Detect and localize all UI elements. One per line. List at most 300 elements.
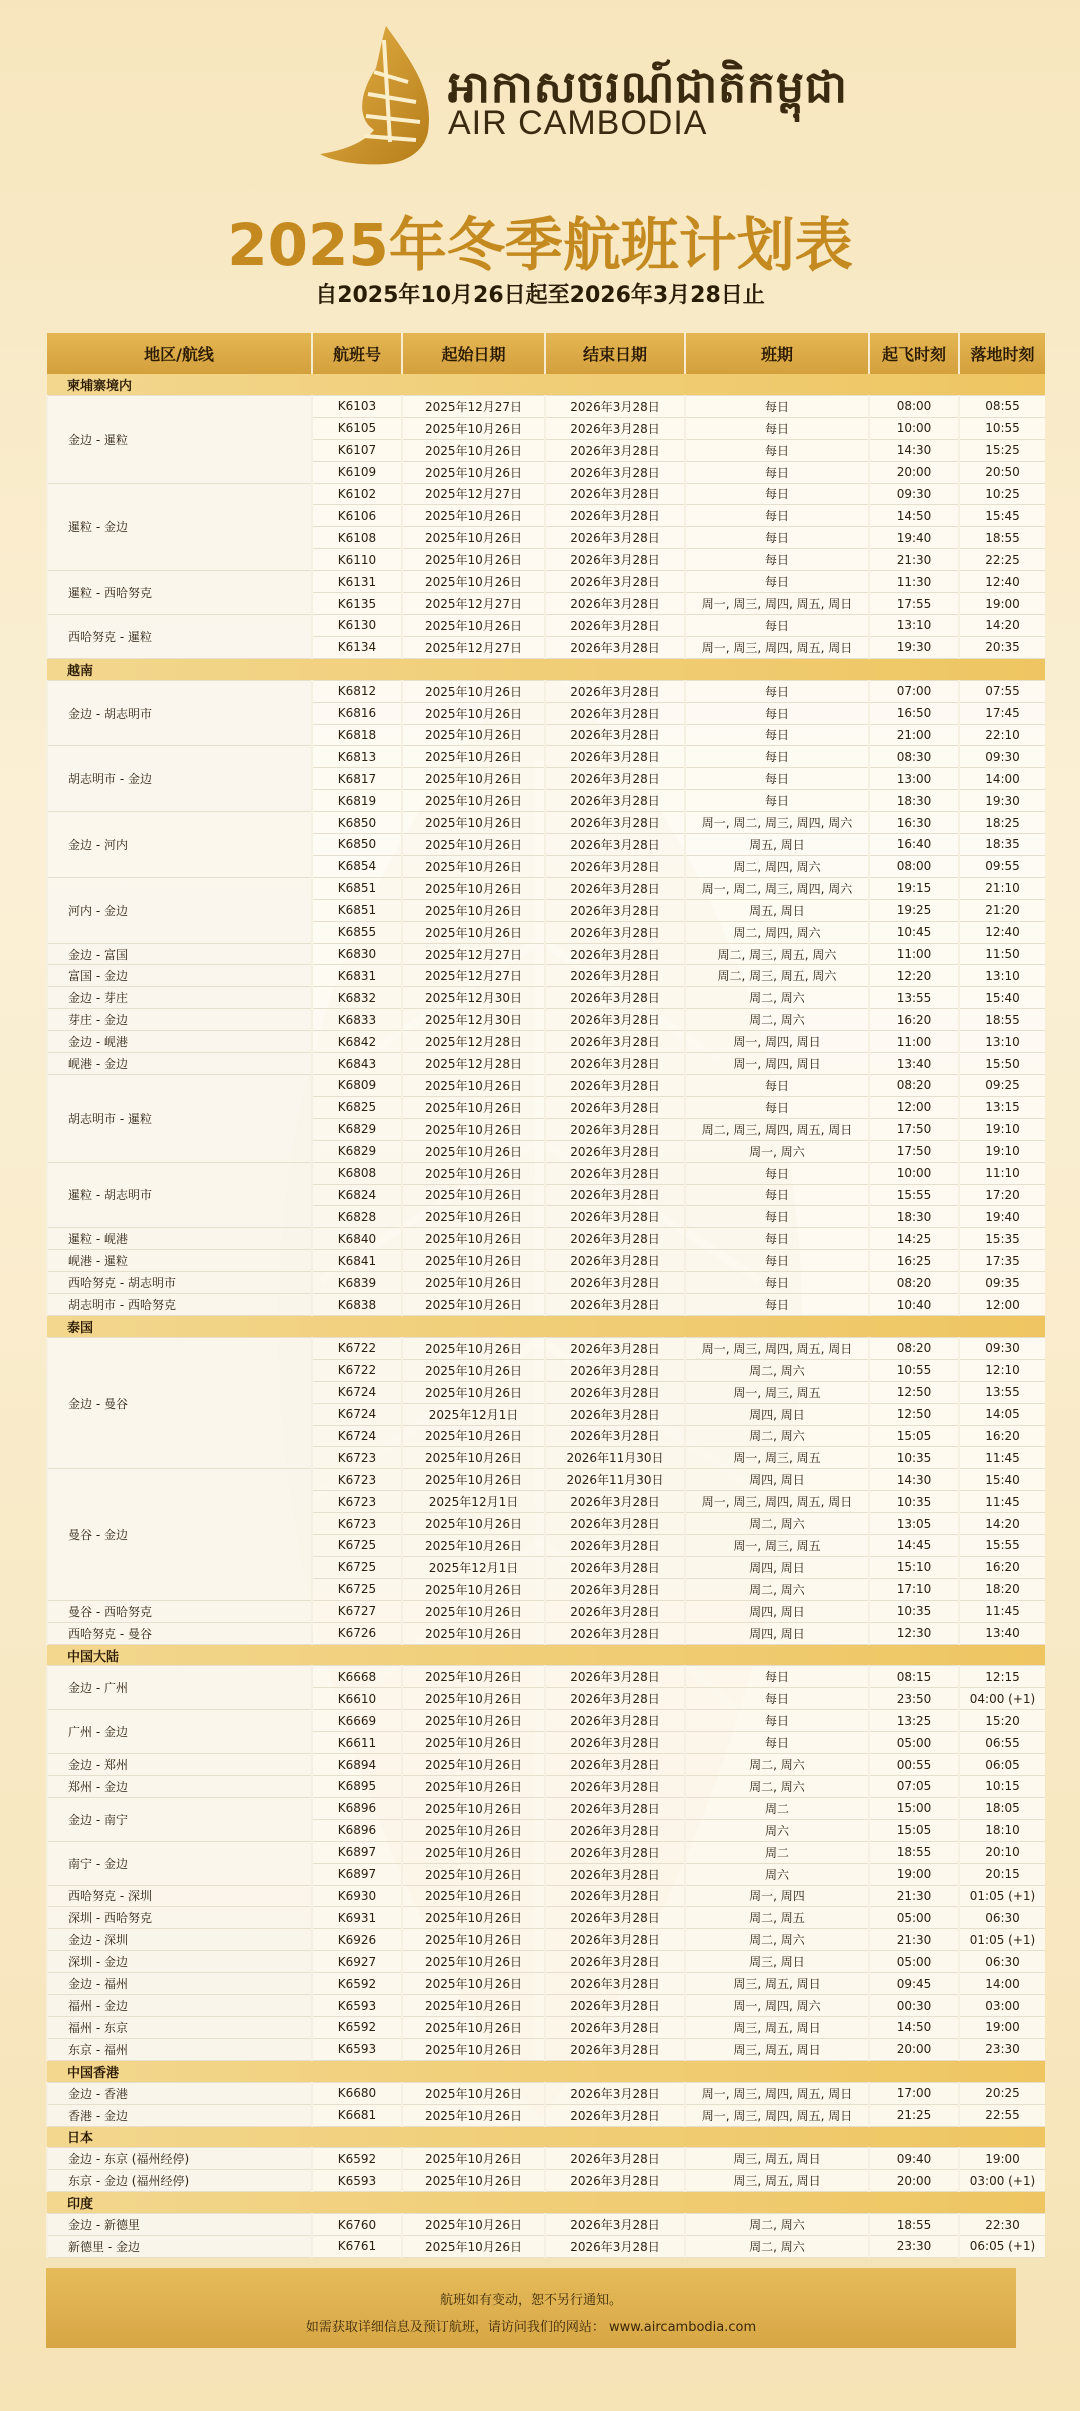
end-date-cell: 2026年3月28日 <box>545 702 685 724</box>
arrival-time-cell: 17:20 <box>959 1184 1045 1206</box>
start-date-cell: 2025年10月26日 <box>402 1797 545 1819</box>
end-date-cell: 2026年3月28日 <box>545 943 685 965</box>
route-cell: 金边 - 郑州 <box>47 1754 312 1776</box>
departure-time-cell: 18:55 <box>869 2214 959 2236</box>
arrival-time-cell: 18:20 <box>959 1578 1045 1600</box>
route-cell: 香港 - 金边 <box>47 2104 312 2126</box>
arrival-time-cell: 15:25 <box>959 439 1045 461</box>
end-date-cell: 2026年3月28日 <box>545 1403 685 1425</box>
header <box>0 0 1080 330</box>
table-row <box>47 1250 1045 1272</box>
arrival-time-cell: 10:55 <box>959 417 1045 439</box>
departure-time-cell: 08:20 <box>869 1075 959 1097</box>
days-cell: 周一, 周三, 周五 <box>685 1535 869 1557</box>
flight-number-cell: K6725 <box>312 1556 402 1578</box>
departure-time-cell: 05:00 <box>869 1732 959 1754</box>
start-date-cell: 2025年10月26日 <box>402 1359 545 1381</box>
start-date-cell: 2025年12月1日 <box>402 1403 545 1425</box>
flight-number-cell: K6897 <box>312 1863 402 1885</box>
flight-number-cell: K6134 <box>312 636 402 658</box>
end-date-cell: 2026年3月28日 <box>545 1907 685 1929</box>
end-date-cell: 2026年3月28日 <box>545 965 685 987</box>
table-row <box>47 1053 1045 1075</box>
section-title: 印度 <box>47 2192 1045 2214</box>
start-date-cell: 2025年10月26日 <box>402 527 545 549</box>
end-date-cell: 2026年11月30日 <box>545 1469 685 1491</box>
section-title: 柬埔寨境内 <box>47 374 1045 395</box>
flight-number-cell: K6838 <box>312 1294 402 1316</box>
end-date-cell: 2026年3月28日 <box>545 2236 685 2258</box>
route-cell: 暹粒 - 岘港 <box>47 1228 312 1250</box>
arrival-time-cell: 18:25 <box>959 812 1045 834</box>
days-cell: 每日 <box>685 439 869 461</box>
days-cell: 周二, 周六 <box>685 1929 869 1951</box>
arrival-time-cell: 20:25 <box>959 2082 1045 2104</box>
end-date-cell: 2026年3月28日 <box>545 987 685 1009</box>
end-date-cell: 2026年3月28日 <box>545 1885 685 1907</box>
departure-time-cell: 13:10 <box>869 614 959 636</box>
arrival-time-cell: 14:00 <box>959 768 1045 790</box>
start-date-cell: 2025年10月26日 <box>402 2082 545 2104</box>
start-date-cell: 2025年10月26日 <box>402 834 545 856</box>
table-row <box>47 2082 1045 2104</box>
departure-time-cell: 09:40 <box>869 2148 959 2170</box>
start-date-cell: 2025年10月26日 <box>402 549 545 571</box>
departure-time-cell: 16:25 <box>869 1250 959 1272</box>
section-title: 日本 <box>47 2126 1045 2148</box>
flight-number-cell: K6610 <box>312 1688 402 1710</box>
end-date-cell: 2026年3月28日 <box>545 790 685 812</box>
days-cell: 每日 <box>685 527 869 549</box>
days-cell: 周六 <box>685 1863 869 1885</box>
table-row <box>47 2170 1045 2192</box>
days-cell: 每日 <box>685 724 869 746</box>
flight-number-cell: K6831 <box>312 965 402 987</box>
departure-time-cell: 08:00 <box>869 855 959 877</box>
route-cell: 芽庄 - 金边 <box>47 1009 312 1031</box>
days-cell: 周四, 周日 <box>685 1600 869 1622</box>
end-date-cell: 2026年3月28日 <box>545 1710 685 1732</box>
section-header-row <box>47 1315 1045 1337</box>
route-cell: 金边 - 富国 <box>47 943 312 965</box>
flight-number-cell: K6130 <box>312 614 402 636</box>
start-date-cell: 2025年10月26日 <box>402 1622 545 1644</box>
arrival-time-cell: 13:40 <box>959 1622 1045 1644</box>
end-date-cell: 2026年3月28日 <box>545 1381 685 1403</box>
end-date-cell: 2026年3月28日 <box>545 2170 685 2192</box>
arrival-time-cell: 17:45 <box>959 702 1045 724</box>
days-cell: 每日 <box>685 505 869 527</box>
flight-number-cell: K6681 <box>312 2104 402 2126</box>
start-date-cell: 2025年10月26日 <box>402 1118 545 1140</box>
departure-time-cell: 15:55 <box>869 1184 959 1206</box>
end-date-cell: 2026年3月28日 <box>545 1973 685 1995</box>
flight-number-cell: K6842 <box>312 1031 402 1053</box>
table-row <box>47 1009 1045 1031</box>
arrival-time-cell: 13:10 <box>959 1031 1045 1053</box>
end-date-cell: 2026年3月28日 <box>545 1053 685 1075</box>
route-cell: 岘港 - 金边 <box>47 1053 312 1075</box>
end-date-cell: 2026年3月28日 <box>545 1929 685 1951</box>
departure-time-cell: 10:35 <box>869 1600 959 1622</box>
days-cell: 每日 <box>685 790 869 812</box>
start-date-cell: 2025年10月26日 <box>402 571 545 593</box>
start-date-cell: 2025年10月26日 <box>402 1951 545 1973</box>
flight-number-cell: K6107 <box>312 439 402 461</box>
departure-time-cell: 11:30 <box>869 571 959 593</box>
flight-number-cell: K6722 <box>312 1337 402 1359</box>
days-cell: 每日 <box>685 1688 869 1710</box>
route-cell: 金边 - 胡志明市 <box>47 680 312 746</box>
end-date-cell: 2026年3月28日 <box>545 1600 685 1622</box>
flight-number-cell: K6592 <box>312 1973 402 1995</box>
table-row <box>47 1776 1045 1798</box>
departure-time-cell: 10:35 <box>869 1447 959 1469</box>
arrival-time-cell: 10:25 <box>959 483 1045 505</box>
route-cell: 广州 - 金边 <box>47 1710 312 1754</box>
table-row <box>47 746 1045 768</box>
end-date-cell: 2026年3月28日 <box>545 1797 685 1819</box>
end-date-cell: 2026年3月28日 <box>545 877 685 899</box>
end-date-cell: 2026年3月28日 <box>545 1819 685 1841</box>
end-date-cell: 2026年3月28日 <box>545 680 685 702</box>
table-row <box>47 2104 1045 2126</box>
arrival-time-cell: 22:55 <box>959 2104 1045 2126</box>
route-cell: 东京 - 福州 <box>47 2038 312 2060</box>
flight-number-cell: K6110 <box>312 549 402 571</box>
days-cell: 每日 <box>685 395 869 417</box>
days-cell: 周二, 周六 <box>685 2236 869 2258</box>
days-cell: 周一, 周三, 周四, 周五, 周日 <box>685 636 869 658</box>
days-cell: 周二, 周六 <box>685 1425 869 1447</box>
days-cell: 周二, 周三, 周五, 周六 <box>685 965 869 987</box>
flight-number-cell: K6103 <box>312 395 402 417</box>
route-cell: 金边 - 新德里 <box>47 2214 312 2236</box>
days-cell: 周四, 周日 <box>685 1622 869 1644</box>
flight-number-cell: K6724 <box>312 1403 402 1425</box>
end-date-cell: 2026年3月28日 <box>545 461 685 483</box>
end-date-cell: 2026年3月28日 <box>545 1622 685 1644</box>
start-date-cell: 2025年10月26日 <box>402 614 545 636</box>
end-date-cell: 2026年3月28日 <box>545 921 685 943</box>
route-cell: 暹粒 - 西哈努克 <box>47 571 312 615</box>
route-cell: 曼谷 - 金边 <box>47 1469 312 1600</box>
end-date-cell: 2026年3月28日 <box>545 1556 685 1578</box>
end-date-cell: 2026年3月28日 <box>545 1841 685 1863</box>
section-header-row <box>47 658 1045 680</box>
start-date-cell: 2025年10月26日 <box>402 505 545 527</box>
section-title: 泰国 <box>47 1315 1045 1337</box>
table-row <box>47 1469 1045 1491</box>
start-date-cell: 2025年10月26日 <box>402 1885 545 1907</box>
table-row <box>47 1929 1045 1951</box>
table-row <box>47 1600 1045 1622</box>
end-date-cell: 2026年3月28日 <box>545 1666 685 1688</box>
end-date-cell: 2026年3月28日 <box>545 1009 685 1031</box>
arrival-time-cell: 18:35 <box>959 834 1045 856</box>
route-cell: 胡志明市 - 西哈努克 <box>47 1294 312 1316</box>
start-date-cell: 2025年12月27日 <box>402 943 545 965</box>
departure-time-cell: 14:50 <box>869 2016 959 2038</box>
table-row <box>47 2236 1045 2258</box>
start-date-cell: 2025年10月26日 <box>402 1819 545 1841</box>
arrival-time-cell: 15:55 <box>959 1535 1045 1557</box>
table-row <box>47 812 1045 834</box>
section-title: 中国香港 <box>47 2060 1045 2082</box>
departure-time-cell: 07:00 <box>869 680 959 702</box>
arrival-time-cell: 19:40 <box>959 1206 1045 1228</box>
table-row <box>47 1622 1045 1644</box>
days-cell: 每日 <box>685 680 869 702</box>
days-cell: 每日 <box>685 1206 869 1228</box>
start-date-cell: 2025年10月26日 <box>402 899 545 921</box>
end-date-cell: 2026年3月28日 <box>545 834 685 856</box>
flight-number-cell: K6832 <box>312 987 402 1009</box>
table-row <box>47 1797 1045 1819</box>
arrival-time-cell: 15:50 <box>959 1053 1045 1075</box>
departure-time-cell: 15:05 <box>869 1425 959 1447</box>
start-date-cell: 2025年10月26日 <box>402 1184 545 1206</box>
end-date-cell: 2026年3月28日 <box>545 746 685 768</box>
departure-time-cell: 08:00 <box>869 395 959 417</box>
arrival-time-cell: 14:00 <box>959 1973 1045 1995</box>
start-date-cell: 2025年10月26日 <box>402 921 545 943</box>
flight-number-cell: K6669 <box>312 1710 402 1732</box>
arrival-time-cell: 06:55 <box>959 1732 1045 1754</box>
start-date-cell: 2025年10月26日 <box>402 812 545 834</box>
flight-number-cell: K6592 <box>312 2148 402 2170</box>
departure-time-cell: 05:00 <box>869 1951 959 1973</box>
arrival-time-cell: 03:00 <box>959 1995 1045 2017</box>
start-date-cell: 2025年10月26日 <box>402 1600 545 1622</box>
table-row <box>47 1754 1045 1776</box>
section-header-row <box>47 2060 1045 2082</box>
arrival-time-cell: 20:15 <box>959 1863 1045 1885</box>
route-cell: 新德里 - 金边 <box>47 2236 312 2258</box>
end-date-cell: 2026年3月28日 <box>545 1031 685 1053</box>
arrival-time-cell: 12:40 <box>959 921 1045 943</box>
start-date-cell: 2025年12月28日 <box>402 1031 545 1053</box>
table-row <box>47 1337 1045 1359</box>
departure-time-cell: 00:55 <box>869 1754 959 1776</box>
table-row <box>47 965 1045 987</box>
departure-time-cell: 14:30 <box>869 1469 959 1491</box>
start-date-cell: 2025年10月26日 <box>402 2170 545 2192</box>
table-row <box>47 1951 1045 1973</box>
table-row <box>47 571 1045 593</box>
departure-time-cell: 13:25 <box>869 1710 959 1732</box>
arrival-time-cell: 13:55 <box>959 1381 1045 1403</box>
days-cell: 周五, 周日 <box>685 899 869 921</box>
days-cell: 每日 <box>685 483 869 505</box>
arrival-time-cell: 15:35 <box>959 1228 1045 1250</box>
route-cell: 暹粒 - 胡志明市 <box>47 1162 312 1228</box>
end-date-cell: 2026年3月28日 <box>545 395 685 417</box>
start-date-cell: 2025年10月26日 <box>402 1863 545 1885</box>
arrival-time-cell: 04:00 (+1) <box>959 1688 1045 1710</box>
arrival-time-cell: 09:30 <box>959 1337 1045 1359</box>
arrival-time-cell: 06:30 <box>959 1907 1045 1929</box>
arrival-time-cell: 15:45 <box>959 505 1045 527</box>
start-date-cell: 2025年10月26日 <box>402 1250 545 1272</box>
end-date-cell: 2026年3月28日 <box>545 1228 685 1250</box>
route-cell: 南宁 - 金边 <box>47 1841 312 1885</box>
section-header-row <box>47 374 1045 395</box>
start-date-cell: 2025年10月26日 <box>402 417 545 439</box>
end-date-cell: 2026年3月28日 <box>545 1776 685 1798</box>
departure-time-cell: 13:55 <box>869 987 959 1009</box>
days-cell: 周二, 周四, 周六 <box>685 921 869 943</box>
end-date-cell: 2026年3月28日 <box>545 812 685 834</box>
schedule-table <box>46 333 1045 2258</box>
flight-number-cell: K6723 <box>312 1491 402 1513</box>
end-date-cell: 2026年3月28日 <box>545 1118 685 1140</box>
arrival-time-cell: 14:20 <box>959 614 1045 636</box>
days-cell: 周二, 周四, 周六 <box>685 855 869 877</box>
end-date-cell: 2026年3月28日 <box>545 1096 685 1118</box>
start-date-cell: 2025年10月26日 <box>402 1294 545 1316</box>
departure-time-cell: 10:00 <box>869 1162 959 1184</box>
start-date-cell: 2025年10月26日 <box>402 1841 545 1863</box>
end-date-cell: 2026年3月28日 <box>545 899 685 921</box>
flight-number-cell: K6851 <box>312 899 402 921</box>
flight-number-cell: K6833 <box>312 1009 402 1031</box>
route-cell: 金边 - 岘港 <box>47 1031 312 1053</box>
departure-time-cell: 14:45 <box>869 1535 959 1557</box>
departure-time-cell: 21:00 <box>869 724 959 746</box>
departure-time-cell: 12:50 <box>869 1403 959 1425</box>
flight-number-cell: K6723 <box>312 1513 402 1535</box>
flight-number-cell: K6927 <box>312 1951 402 1973</box>
schedule-table-container <box>46 333 1036 2268</box>
departure-time-cell: 08:15 <box>869 1666 959 1688</box>
start-date-cell: 2025年10月26日 <box>402 1075 545 1097</box>
arrival-time-cell: 17:35 <box>959 1250 1045 1272</box>
flight-number-cell: K6105 <box>312 417 402 439</box>
route-cell: 深圳 - 西哈努克 <box>47 1907 312 1929</box>
departure-time-cell: 16:50 <box>869 702 959 724</box>
departure-time-cell: 09:30 <box>869 483 959 505</box>
days-cell: 周二, 周六 <box>685 2214 869 2236</box>
flight-number-cell: K6895 <box>312 1776 402 1798</box>
departure-time-cell: 12:30 <box>869 1622 959 1644</box>
flight-number-cell: K6854 <box>312 855 402 877</box>
days-cell: 每日 <box>685 614 869 636</box>
arrival-time-cell: 15:40 <box>959 1469 1045 1491</box>
arrival-time-cell: 20:35 <box>959 636 1045 658</box>
route-cell: 深圳 - 金边 <box>47 1951 312 1973</box>
route-cell: 河内 - 金边 <box>47 877 312 943</box>
start-date-cell: 2025年10月26日 <box>402 2214 545 2236</box>
end-date-cell: 2026年3月28日 <box>545 1250 685 1272</box>
end-date-cell: 2026年3月28日 <box>545 1162 685 1184</box>
start-date-cell: 2025年10月26日 <box>402 1228 545 1250</box>
start-date-cell: 2025年10月26日 <box>402 702 545 724</box>
end-date-cell: 2026年3月28日 <box>545 1732 685 1754</box>
arrival-time-cell: 16:20 <box>959 1425 1045 1447</box>
flight-number-cell: K6668 <box>312 1666 402 1688</box>
start-date-cell: 2025年12月27日 <box>402 636 545 658</box>
flight-number-cell: K6724 <box>312 1425 402 1447</box>
end-date-cell: 2026年3月28日 <box>545 1688 685 1710</box>
end-date-cell: 2026年3月28日 <box>545 1425 685 1447</box>
flight-number-cell: K6851 <box>312 877 402 899</box>
departure-time-cell: 17:00 <box>869 2082 959 2104</box>
start-date-cell: 2025年10月26日 <box>402 768 545 790</box>
column-header-route: 地区/航线 <box>47 333 312 374</box>
section-title: 中国大陆 <box>47 1644 1045 1666</box>
start-date-cell: 2025年10月26日 <box>402 1206 545 1228</box>
start-date-cell: 2025年10月26日 <box>402 1995 545 2017</box>
end-date-cell: 2026年3月28日 <box>545 2104 685 2126</box>
days-cell: 周二, 周六 <box>685 987 869 1009</box>
table-row <box>47 1841 1045 1863</box>
route-cell: 金边 - 河内 <box>47 812 312 878</box>
end-date-cell: 2026年3月28日 <box>545 439 685 461</box>
arrival-time-cell: 06:30 <box>959 1951 1045 1973</box>
arrival-time-cell: 19:30 <box>959 790 1045 812</box>
days-cell: 周二, 周六 <box>685 1754 869 1776</box>
start-date-cell: 2025年10月26日 <box>402 2016 545 2038</box>
days-cell: 周四, 周日 <box>685 1403 869 1425</box>
departure-time-cell: 15:10 <box>869 1556 959 1578</box>
column-header-end-date: 结束日期 <box>545 333 685 374</box>
departure-time-cell: 15:00 <box>869 1797 959 1819</box>
page-subtitle: 自2025年10月26日起至2026年3月28日止 <box>315 283 765 308</box>
arrival-time-cell: 21:10 <box>959 877 1045 899</box>
end-date-cell: 2026年3月28日 <box>545 1578 685 1600</box>
route-cell: 金边 - 广州 <box>47 1666 312 1710</box>
days-cell: 周一, 周二, 周三, 周四, 周六 <box>685 877 869 899</box>
section-title: 越南 <box>47 658 1045 680</box>
start-date-cell: 2025年10月26日 <box>402 1929 545 1951</box>
arrival-time-cell: 12:40 <box>959 571 1045 593</box>
flight-number-cell: K6723 <box>312 1469 402 1491</box>
days-cell: 周二 <box>685 1797 869 1819</box>
departure-time-cell: 08:20 <box>869 1337 959 1359</box>
departure-time-cell: 15:05 <box>869 1819 959 1841</box>
arrival-time-cell: 09:30 <box>959 746 1045 768</box>
arrival-time-cell: 01:05 (+1) <box>959 1885 1045 1907</box>
start-date-cell: 2025年12月28日 <box>402 1053 545 1075</box>
departure-time-cell: 08:20 <box>869 1272 959 1294</box>
arrival-time-cell: 03:00 (+1) <box>959 2170 1045 2192</box>
flight-number-cell: K6817 <box>312 768 402 790</box>
days-cell: 周二 <box>685 1841 869 1863</box>
days-cell: 周三, 周五, 周日 <box>685 2148 869 2170</box>
route-cell: 福州 - 东京 <box>47 2016 312 2038</box>
table-row <box>47 1907 1045 1929</box>
departure-time-cell: 19:15 <box>869 877 959 899</box>
flight-number-cell: K6812 <box>312 680 402 702</box>
departure-time-cell: 14:50 <box>869 505 959 527</box>
end-date-cell: 2026年3月28日 <box>545 768 685 790</box>
flight-number-cell: K6106 <box>312 505 402 527</box>
departure-time-cell: 13:40 <box>869 1053 959 1075</box>
end-date-cell: 2026年11月30日 <box>545 1447 685 1469</box>
flight-number-cell: K6819 <box>312 790 402 812</box>
route-cell: 金边 - 曼谷 <box>47 1337 312 1468</box>
departure-time-cell: 17:10 <box>869 1578 959 1600</box>
footer-website: 如需获取详细信息及预订航班，请访问我们的网站： www.aircambodia.com <box>305 2320 757 2335</box>
days-cell: 周三, 周五, 周日 <box>685 2038 869 2060</box>
departure-time-cell: 12:00 <box>869 1096 959 1118</box>
days-cell: 周一, 周三, 周四, 周五, 周日 <box>685 2104 869 2126</box>
arrival-time-cell: 14:20 <box>959 1513 1045 1535</box>
arrival-time-cell: 18:05 <box>959 1797 1045 1819</box>
end-date-cell: 2026年3月28日 <box>545 1491 685 1513</box>
page-title: 2025年冬季航班计划表 <box>227 211 853 279</box>
